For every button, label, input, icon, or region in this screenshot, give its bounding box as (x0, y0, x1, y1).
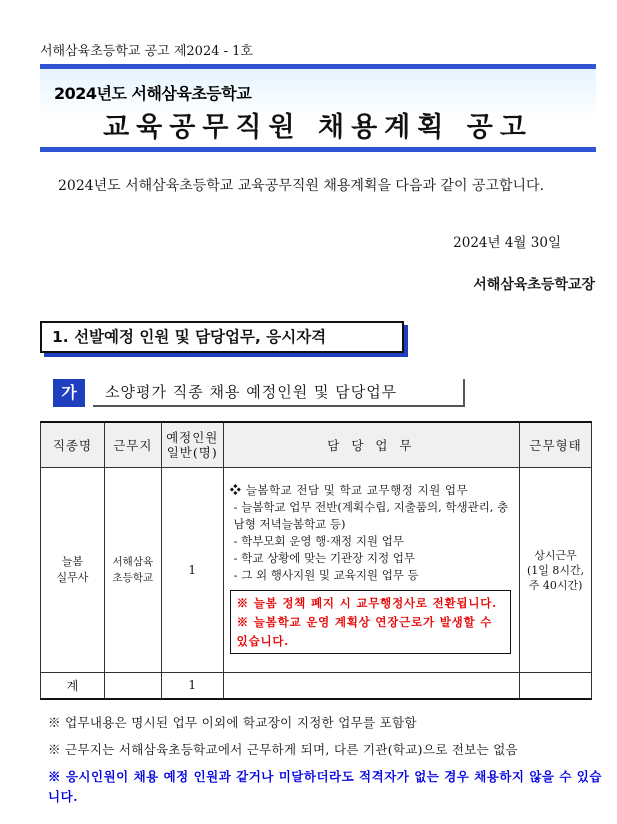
header-work-type: 근무형태 (520, 422, 592, 468)
header-duties: 담 당 업 무 (223, 422, 519, 468)
subsection-title: 소양평가 직종 채용 예정인원 및 담당업무 (93, 379, 465, 407)
section-1-heading: 1. 선발예정 인원 및 담당업무, 응시자격 (40, 321, 404, 353)
warning-item: ※ 늘봄학교 운영 계획상 연장근로가 발생할 수 있습니다. (236, 615, 493, 648)
signer: 서해삼육초등학교장 (473, 277, 595, 293)
total-empty-work-type (520, 673, 592, 699)
duty-item: - 학교 상황에 맞는 기관장 지정 업무 (233, 551, 416, 565)
cell-planned: 1 (161, 468, 223, 673)
duty-item: - 학부모회 운영 행·재정 지원 업무 (233, 534, 404, 548)
document-number: 서해삼육초등학교 공고 제2024 - 1호 (40, 44, 253, 59)
note-2: ※ 근무지는 서해삼육초등학교에서 근무하게 되며, 다른 기관(학교)으로 전보는 없음 (48, 742, 518, 757)
total-empty-duties (223, 673, 519, 699)
cell-location (104, 468, 161, 673)
work-type-text: 상시근무 (1일 8시간, 주 40시간) (526, 548, 585, 592)
banner-title: 교육공무직원 채용계획 공고 (103, 112, 533, 143)
cell-work-type (520, 468, 592, 673)
total-empty-location (104, 673, 161, 699)
total-planned: 1 (161, 673, 223, 699)
header-location: 근무지 (104, 422, 161, 468)
cell-duties (223, 468, 519, 673)
recruitment-table (40, 421, 592, 700)
table-header-row (41, 422, 592, 468)
duty-item: - 그 외 행사지원 및 교육지원 업무 등 (233, 568, 419, 582)
table-total-row (41, 673, 592, 699)
duty-item: - 늘봄학교 업무 전반(계획수립, 지출품의, 학생관리, 충남형 저녁늘봄학교 등) (233, 500, 509, 531)
warning-box (230, 590, 511, 654)
banner-subtitle: 2024년도 서해삼육초등학교 (54, 84, 252, 103)
title-banner (40, 64, 596, 152)
announcement-date: 2024년 4월 30일 (453, 235, 561, 251)
location-text: 서해삼육 초등학교 (112, 556, 154, 584)
header-job: 직종명 (41, 422, 105, 468)
subsection-marker: 가 (53, 379, 85, 407)
table-row (41, 468, 592, 673)
note-1: ※ 업무내용은 명시된 업무 이외에 학교장이 지정한 업무를 포함함 (48, 715, 417, 730)
duties-heading: ❖ 늘봄학교 전담 및 학교 교무행정 지원 업무 (229, 483, 469, 497)
job-text: 늘봄 실무사 (56, 555, 89, 584)
header-planned-text: 예정인원 일반(명) (166, 430, 219, 460)
note-emphasis: ※ 응시인원이 채용 예정 인원과 같거나 미달하더라도 적격자가 없는 경우 채용하지 않을 수 있습니다. (48, 769, 602, 804)
intro-paragraph: 2024년도 서해삼육초등학교 교육공무직원 채용계획을 다음과 같이 공고합니다. (58, 178, 545, 194)
cell-job (41, 468, 105, 673)
banner-bottom-bar (40, 147, 596, 152)
total-label: 계 (41, 673, 105, 699)
header-planned (161, 422, 223, 468)
warning-item: ※ 늘봄 정책 폐지 시 교무행정사로 전환됩니다. (236, 596, 497, 610)
